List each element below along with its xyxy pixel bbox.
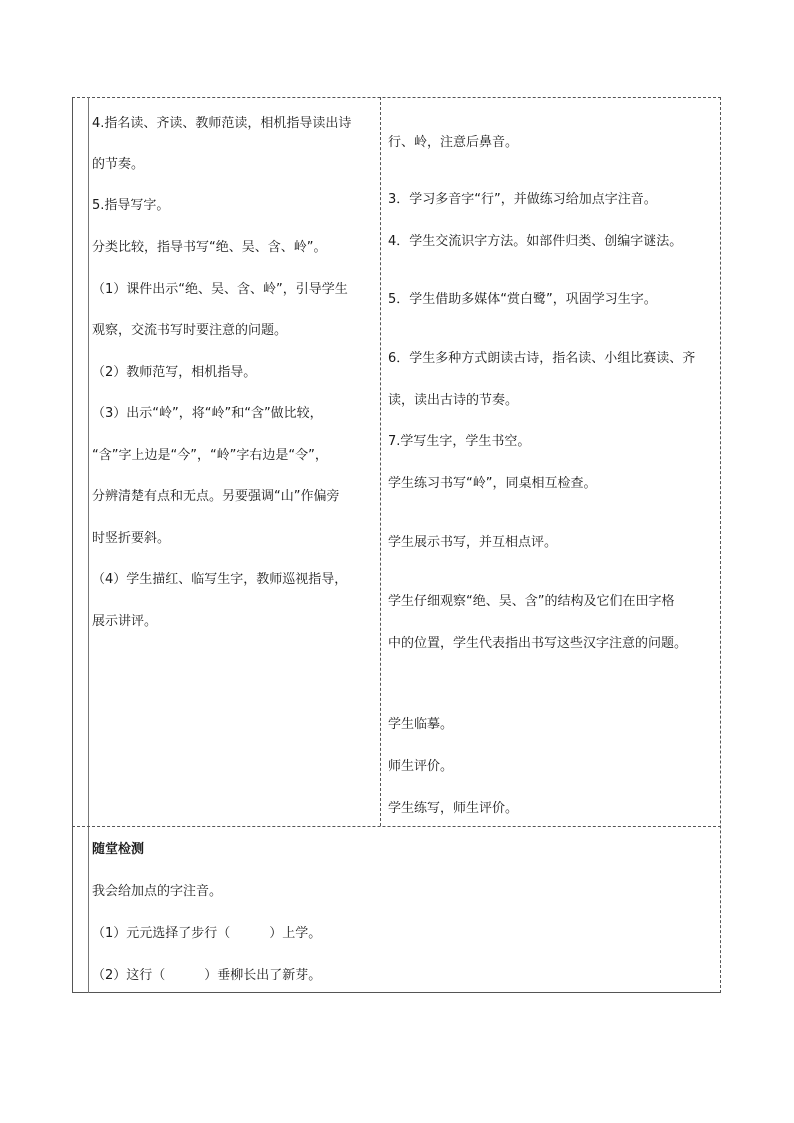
text-line: 6．学生多种方式朗读古诗，指名读、小组比赛读、齐 [388,351,696,366]
section-divider [72,826,721,827]
column-divider [380,97,381,826]
text-line: 学生练习书写“岭”，同桌相互检查。 [388,476,597,491]
text-line: 学生练写，师生评价。 [388,801,519,816]
text-line: （1）课件出示“绝、吴、含、岭”，引导学生 [92,282,348,297]
text-line: 7.学写生字，学生书空。 [388,434,531,449]
text-line: 观察，交流书写时要注意的问题。 [92,323,288,338]
text-line: 展示讲评。 [92,614,158,629]
table-left-border [72,97,73,993]
text-line: 我会给加点的字注音。 [92,884,223,899]
section-heading: 随堂检测 [92,842,145,857]
text-line: （2）教师范写，相机指导。 [92,365,257,380]
text-line: 分类比较，指导书写“绝、吴、含、岭”。 [92,240,327,255]
text-line: 中的位置，学生代表指出书写这些汉字注意的问题。 [388,636,688,651]
text-line: 的节奏。 [92,157,145,172]
text-line: 5.指导写字。 [92,198,170,213]
text-line: （3）出示“岭”，将“岭”和“含”做比较， [92,406,323,421]
text-line: 3．学习多音字“行”，并做练习给加点字注音。 [388,192,657,207]
text-line: “含”字上边是“今”，“岭”字右边是“令”， [92,448,328,463]
text-line: （2）这行（ ）垂柳长出了新芽。 [92,968,322,983]
text-line: 4.指名读、齐读、教师范读，相机指导读出诗 [92,116,352,131]
table-inner-border [88,97,89,993]
text-line: 时竖折要斜。 [92,531,171,546]
text-line: （4）学生描红、临写生字，教师巡视指导， [92,572,348,587]
text-line: 5．学生借助多媒体“赏白鹭”，巩固学习生字。 [388,292,657,307]
text-line: （1）元元选择了步行（ ）上学。 [92,926,322,941]
text-line: 读，读出古诗的节奏。 [388,393,519,408]
text-line: 师生评价。 [388,759,454,774]
text-line: 行、岭，注意后鼻音。 [388,135,519,150]
text-line: 分辨清楚有点和无点。另要强调“山”作偏旁 [92,489,340,504]
text-line: 4．学生交流识字方法。如部件归类、创编字谜法。 [388,234,683,249]
text-line: 学生展示书写，并互相点评。 [388,535,558,550]
text-line: 学生仔细观察“绝、吴、含”的结构及它们在田字格 [388,594,675,609]
text-line: 学生临摹。 [388,717,454,732]
